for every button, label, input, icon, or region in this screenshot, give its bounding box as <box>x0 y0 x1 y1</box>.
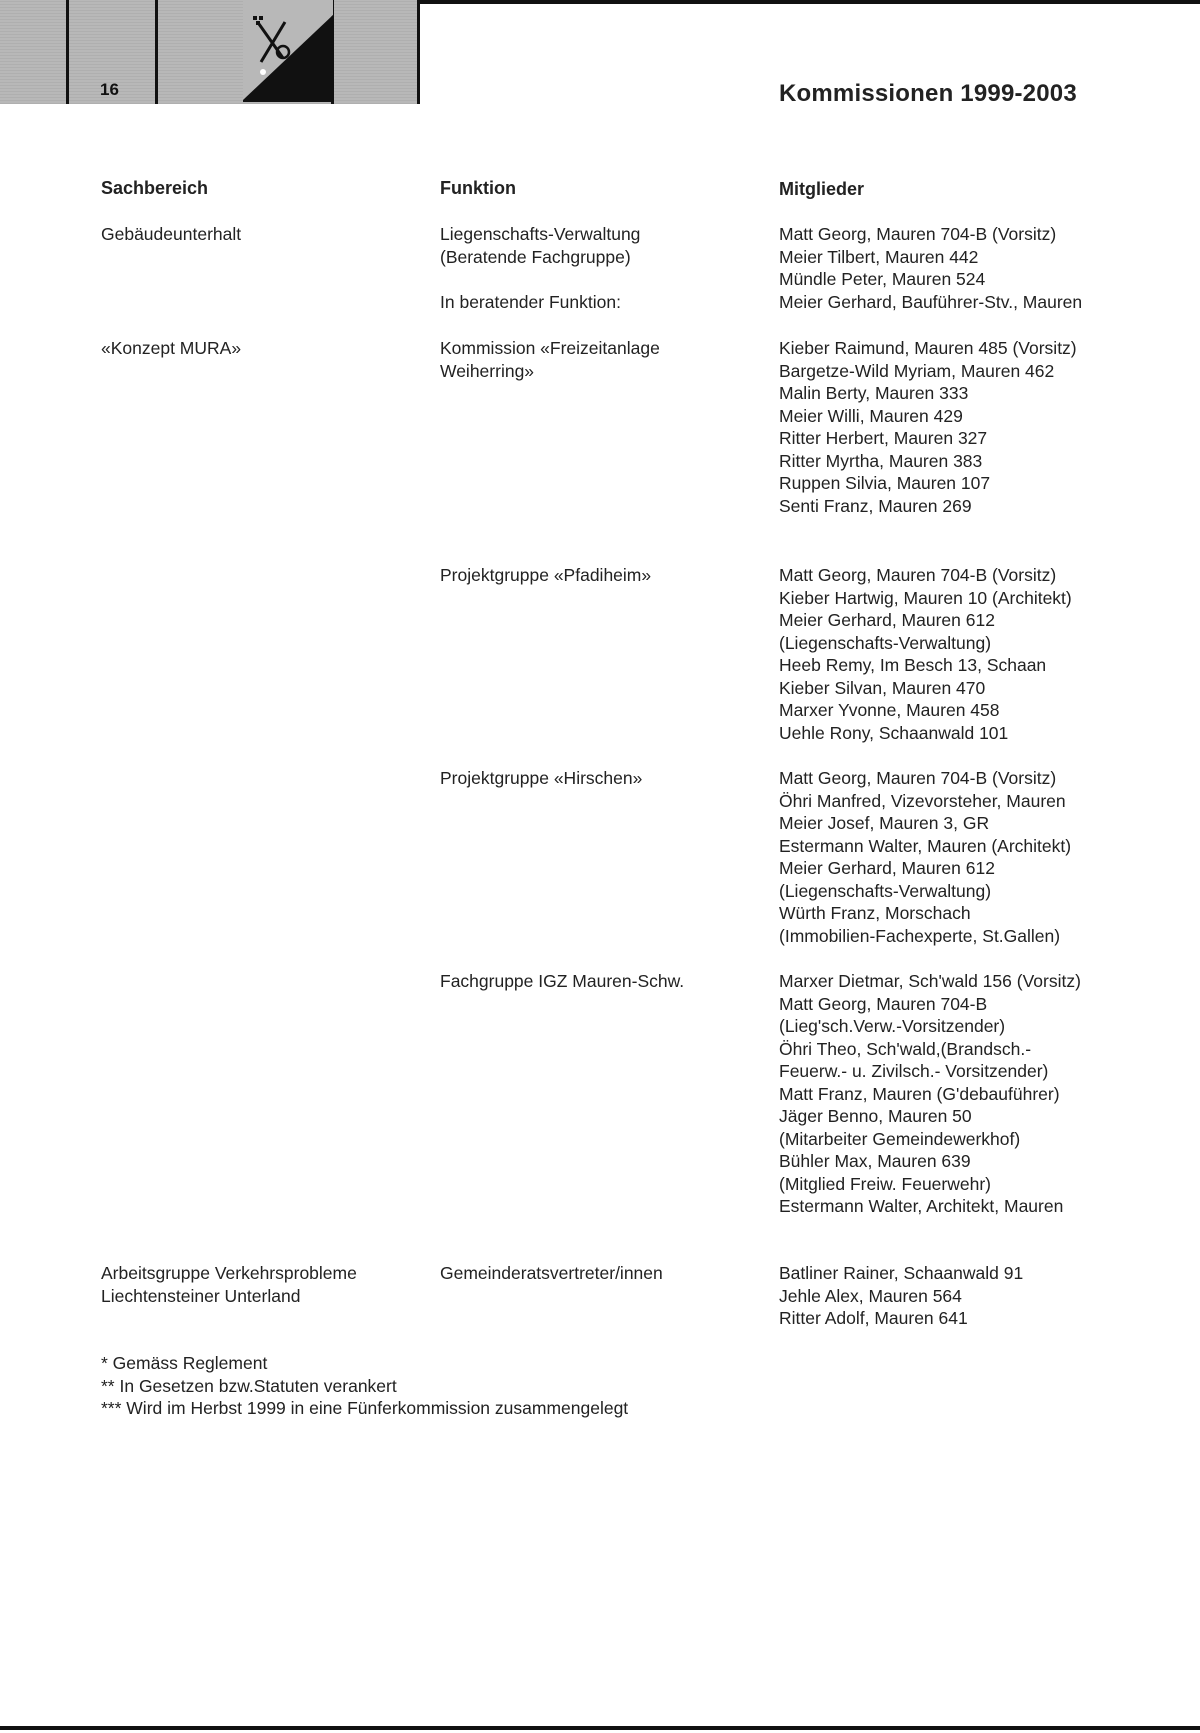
funktion-line: Gemeinderatsvertreter/innen <box>440 1263 663 1283</box>
member-line: Würth Franz, Morschach <box>779 903 971 923</box>
member-line: (Liegenschafts-Verwaltung) <box>779 880 992 901</box>
sachbereich-line: Liechtensteiner Unterland <box>101 1285 301 1306</box>
funktion-line: In beratender Funktion: <box>440 291 621 312</box>
member-line: Senti Franz, Mauren 269 <box>779 495 972 516</box>
footnote: ** In Gesetzen bzw.Statuten verankert <box>101 1375 397 1396</box>
row-konzept-mura-sachbereich <box>101 337 241 360</box>
footnote: *** Wird im Herbst 1999 in eine Fünferkommission zusammengelegt <box>101 1398 629 1418</box>
row-verkehr-mitglieder <box>779 1262 1023 1330</box>
member-line: Heeb Remy, Im Besch 13, Schaan <box>779 655 1047 675</box>
funktion-line: Liegenschafts-Verwaltung <box>440 224 641 244</box>
bottom-rule <box>0 1726 1200 1730</box>
header-divider <box>417 0 420 104</box>
member-line: Meier Josef, Mauren 3, GR <box>779 813 990 833</box>
member-line: Meier Willi, Mauren 429 <box>779 405 963 426</box>
funktion-line: Weiherring» <box>440 360 535 381</box>
row-gebaeudeunterhalt-sachbereich <box>101 223 241 246</box>
member-line: Uehle Rony, Schaanwald 101 <box>779 722 1009 743</box>
member-line: Öhri Manfred, Vizevorsteher, Mauren <box>779 790 1066 811</box>
footnotes <box>101 1352 628 1420</box>
member-line: Meier Gerhard, Mauren 612 <box>779 858 995 878</box>
member-line: Kieber Raimund, Mauren 485 (Vorsitz) <box>779 338 1077 358</box>
member-line: Öhri Theo, Sch'wald,(Brandsch.- <box>779 1038 1032 1059</box>
member-line: (Mitglied Freiw. Feuerwehr) <box>779 1173 991 1194</box>
header-divider <box>155 0 158 104</box>
row-konzept-mura-mitglieder <box>779 337 1077 517</box>
member-line: Meier Tilbert, Mauren 442 <box>779 246 979 267</box>
funktion-line: (Beratende Fachgruppe) <box>440 246 631 267</box>
member-line: Marxer Dietmar, Sch'wald 156 (Vorsitz) <box>779 971 1081 991</box>
member-line: Ritter Adolf, Mauren 641 <box>779 1308 968 1328</box>
row-igz-funktion <box>440 970 684 993</box>
funktion-line: Fachgruppe IGZ Mauren-Schw. <box>440 971 685 991</box>
member-line: Matt Georg, Mauren 704-B (Vorsitz) <box>779 565 1057 585</box>
member-line: Matt Georg, Mauren 704-B <box>779 993 988 1014</box>
page-title: Kommissionen 1999-2003 <box>779 80 1077 107</box>
sachbereich-line: Gebäudeunterhalt <box>101 224 242 244</box>
member-line: Estermann Walter, Mauren (Architekt) <box>779 835 1072 856</box>
member-line: Matt Georg, Mauren 704-B (Vorsitz) <box>779 768 1057 788</box>
member-line: (Mitarbeiter Gemeindewerkhof) <box>779 1128 1021 1149</box>
member-line: Jäger Benno, Mauren 50 <box>779 1106 972 1126</box>
member-line: Ritter Herbert, Mauren 327 <box>779 428 988 448</box>
funktion-line <box>440 268 640 291</box>
column-header-sachbereich: Sachbereich <box>101 178 209 198</box>
row-verkehr-sachbereich <box>101 1262 357 1307</box>
member-line: Kieber Hartwig, Mauren 10 (Architekt) <box>779 587 1072 608</box>
footnote: * Gemäss Reglement <box>101 1353 268 1373</box>
member-line: (Liegenschafts-Verwaltung) <box>779 632 992 653</box>
member-line: Malin Berty, Mauren 333 <box>779 383 969 403</box>
member-line: (Lieg'sch.Verw.-Vorsitzender) <box>779 1016 1006 1036</box>
row-konzept-mura-funktion <box>440 337 660 382</box>
row-hirschen-mitglieder <box>779 767 1071 947</box>
row-pfadiheim-funktion <box>440 564 651 587</box>
row-verkehr-funktion <box>440 1262 663 1285</box>
coat-of-arms-icon <box>243 0 333 102</box>
member-line: Ruppen Silvia, Mauren 107 <box>779 473 991 493</box>
sachbereich-line: Arbeitsgruppe Verkehrsprobleme <box>101 1263 357 1283</box>
member-line: (Immobilien-Fachexperte, St.Gallen) <box>779 925 1061 946</box>
member-line: Bühler Max, Mauren 639 <box>779 1151 971 1171</box>
member-line: Feuerw.- u. Zivilsch.- Vorsitzender) <box>779 1061 1049 1081</box>
page-number: 16 <box>100 80 119 99</box>
member-line: Kieber Silvan, Mauren 470 <box>779 677 986 698</box>
sachbereich-line: «Konzept MURA» <box>101 338 242 358</box>
column-header-mitglieder: Mitglieder <box>779 179 865 199</box>
row-pfadiheim-mitglieder <box>779 564 1072 744</box>
row-gebaeudeunterhalt-mitglieder <box>779 223 1082 313</box>
funktion-line: Kommission «Freizeitanlage <box>440 338 660 358</box>
funktion-line: Projektgruppe «Hirschen» <box>440 768 643 788</box>
row-hirschen-funktion <box>440 767 642 790</box>
member-line: Marxer Yvonne, Mauren 458 <box>779 700 1000 720</box>
member-line: Bargetze-Wild Myriam, Mauren 462 <box>779 360 1055 381</box>
member-line: Meier Gerhard, Bauführer-Stv., Mauren <box>779 291 1083 312</box>
member-line: Mündle Peter, Mauren 524 <box>779 269 986 289</box>
member-line: Estermann Walter, Architekt, Mauren <box>779 1196 1064 1216</box>
row-igz-mitglieder <box>779 970 1081 1218</box>
header-divider <box>66 0 69 104</box>
member-line: Jehle Alex, Mauren 564 <box>779 1285 962 1306</box>
member-line: Batliner Rainer, Schaanwald 91 <box>779 1263 1024 1283</box>
member-line: Ritter Myrtha, Mauren 383 <box>779 450 983 471</box>
row-gebaeudeunterhalt-funktion <box>440 223 640 313</box>
funktion-line: Projektgruppe «Pfadiheim» <box>440 565 652 585</box>
member-line: Matt Franz, Mauren (G'debauführer) <box>779 1083 1060 1104</box>
member-line: Meier Gerhard, Mauren 612 <box>779 610 995 630</box>
top-rule <box>420 0 1200 4</box>
member-line: Matt Georg, Mauren 704-B (Vorsitz) <box>779 224 1057 244</box>
column-header-funktion: Funktion <box>440 178 516 198</box>
header-band <box>0 0 420 104</box>
